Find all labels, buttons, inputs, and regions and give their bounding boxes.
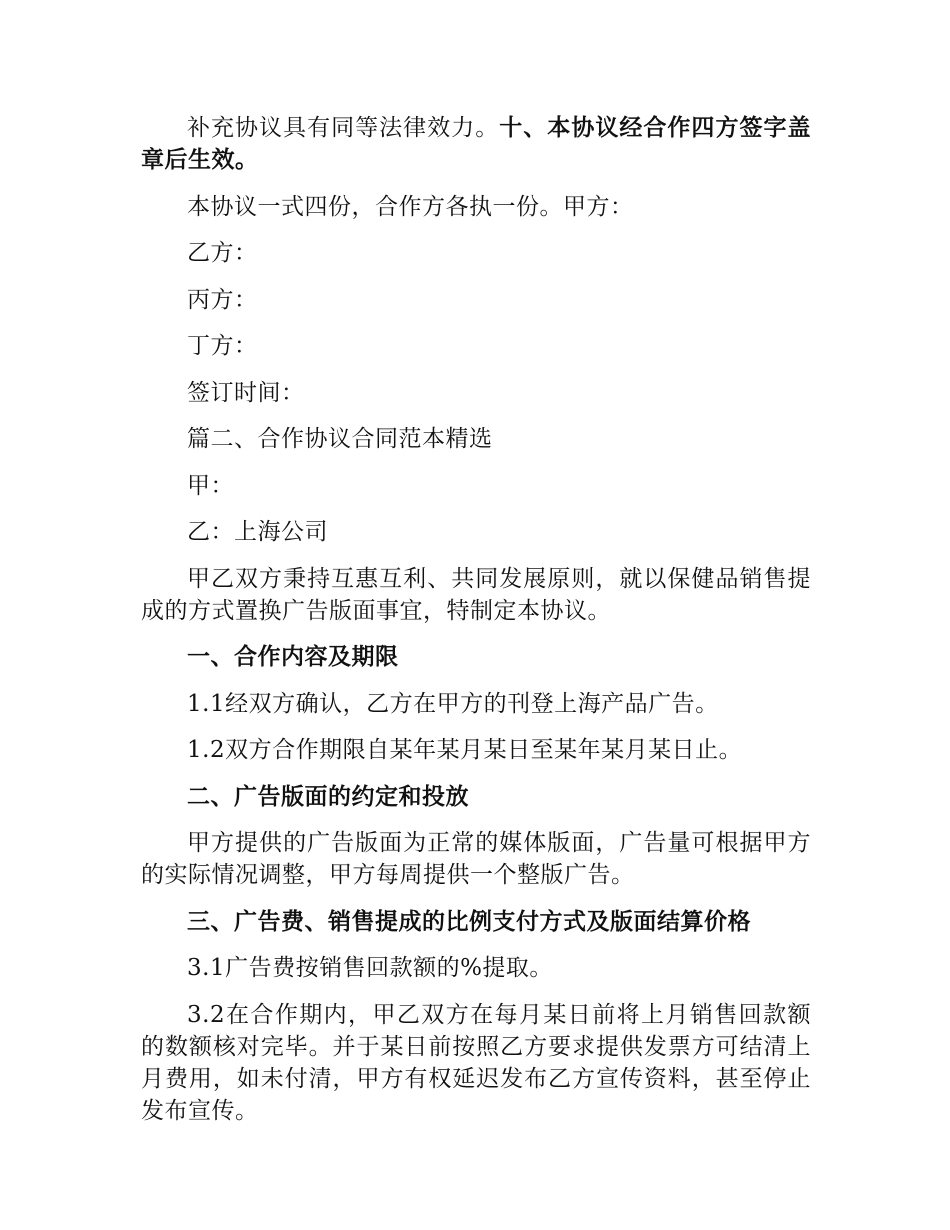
heading-ad-layout: 二、广告版面的约定和投放 — [187, 783, 469, 810]
paragraph-supplement — [141, 112, 811, 176]
party-c-line: 丙方： — [187, 286, 258, 313]
clause-3-2: 3.2在合作期内，甲乙双方在每月某日前将上月销售回款额的数额核对完毕。并于某日前按照乙方要求提供发票方可结清上月费用，如未付清，甲方有权延迟发布乙方宣传资料，甚至停止发布宣传。 — [141, 1001, 811, 1124]
paragraph-copies: 本协议一式四份，合作方各执一份。甲方： — [187, 193, 634, 220]
signing-date-line: 签订时间： — [187, 379, 305, 406]
paragraph-ad-layout: 甲方提供的广告版面为正常的媒体版面，广告量可根据甲方的实际情况调整，甲方每周提供一个整版广告。 — [141, 830, 811, 888]
heading-ad-fee: 三、广告费、销售提成的比例支付方式及版面结算价格 — [187, 908, 751, 935]
party-b-shanghai: 乙：上海公司 — [187, 519, 328, 545]
document-body — [141, 112, 811, 1141]
chapter-two-title: 篇二、合作协议合同范本精选 — [187, 426, 493, 452]
supplement-text: 补充协议具有同等法律效力。 — [187, 115, 500, 141]
clause-1-1: 1.1经双方确认，乙方在甲方的刊登上海产品广告。 — [187, 690, 719, 717]
party-d-line: 丁方： — [187, 333, 258, 359]
party-a-short: 甲： — [187, 472, 234, 499]
clause-3-1: 3.1广告费按销售回款额的%提取。 — [187, 955, 553, 981]
paragraph-principles: 甲乙双方秉持互惠互利、共同发展原则，就以保健品销售提成的方式置换广告版面事宜，特制定本协议。 — [141, 565, 811, 624]
party-b-line: 乙方： — [187, 240, 258, 266]
heading-cooperation-content: 一、合作内容及期限 — [187, 644, 399, 670]
clause-1-2: 1.2双方合作期限自某年某月某日至某年某月某日止。 — [187, 737, 743, 763]
clause-ten-bold: 十、本协议经合作四方签字盖章后生效。 — [141, 115, 812, 173]
